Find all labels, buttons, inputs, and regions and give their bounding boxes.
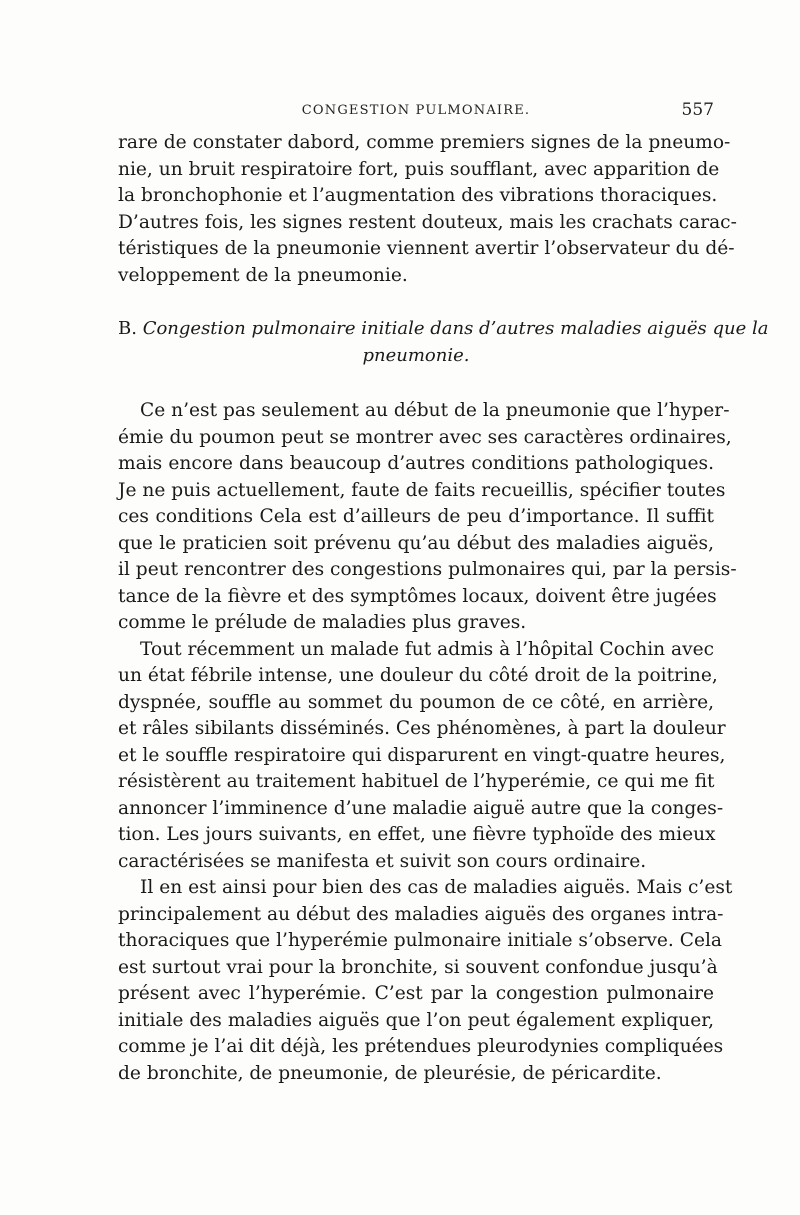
- text-line: dyspnée, souffle au sommet du poumon de ce côté, en arrière,: [118, 691, 714, 713]
- intro-paragraph: [118, 130, 737, 289]
- text-line: thoraciques que l’hyperémie pulmonaire initiale s’observe. Cela: [118, 930, 722, 951]
- text-line: résistèrent au traitement habituel de l’hyperémie, ce qui me fit: [118, 771, 715, 792]
- text-line: initiale des maladies aiguës que l’on peut également expliquer,: [118, 1009, 714, 1031]
- section-heading-line: [118, 315, 769, 342]
- text-line: veloppement de la pneumonie.: [118, 264, 408, 286]
- text-line: Je ne puis actuellement, faute de faits recueillis, spécifier toutes: [118, 479, 726, 501]
- running-head: [118, 100, 714, 124]
- running-title: CONGESTION PULMONAIRE.: [301, 103, 531, 118]
- text-line: Il en est ainsi pour bien des cas de maladies aiguës. Mais c’est: [140, 877, 733, 898]
- section-label: B.: [118, 318, 137, 339]
- text-line: comme le prélude de maladies plus graves.: [118, 612, 527, 633]
- section-heading: [118, 315, 769, 369]
- text-line: émie du poumon peut se montrer avec ses caractères ordinaires,: [118, 426, 732, 448]
- text-line: il peut rencontrer des congestions pulmonaires qui, par la persis-: [118, 559, 737, 580]
- text-line: comme je l’ai dit déjà, les prétendues pleurodynies compliquées: [118, 1036, 724, 1057]
- text-line: mais encore dans beaucoup d’autres conditions pathologiques.: [118, 453, 714, 474]
- text-line: rare de constater dabord, comme premiers signes de la pneumo-: [118, 132, 731, 153]
- text-line: nie, un bruit respiratoire fort, puis soufflant, avec apparition de: [118, 158, 720, 180]
- text-line: Tout récemment un malade fut admis à l’hôpital Cochin avec: [140, 638, 715, 660]
- text-line: et râles sibilants disséminés. Ces phénomènes, à part la douleur: [118, 718, 726, 739]
- main-text: [118, 398, 737, 1087]
- text-line: et le souffle respiratoire qui disparurent en vingt-quatre heures,: [118, 744, 726, 766]
- text-line: est surtout vrai pour la bronchite, si souvent confondue jusqu’à: [118, 956, 718, 978]
- paragraph-3: [118, 875, 733, 1087]
- text-line: la bronchophonie et l’augmentation des vibrations thoraciques.: [118, 185, 718, 206]
- text-line: téristiques de la pneumonie viennent avertir l’observateur du dé-: [118, 238, 735, 259]
- text-line: ces conditions Cela est d’ailleurs de peu d’importance. Il suffit: [118, 506, 714, 527]
- text-line: D’autres fois, les signes restent douteux, mais les crachats carac-: [118, 211, 737, 233]
- text-line: Ce n’est pas seulement au début de la pneumonie que l’hyper-: [140, 400, 730, 421]
- text-line: annoncer l’imminence d’une maladie aiguë autre que la conges-: [118, 797, 724, 819]
- text-line: tion. Les jours suivants, en effet, une fièvre typhoïde des mieux: [118, 824, 716, 845]
- page-number: 557: [681, 100, 714, 120]
- text-line: de bronchite, de pneumonie, de pleurésie, de péricardite.: [118, 1062, 662, 1084]
- paragraph-1: [118, 398, 737, 637]
- text-line: tance de la fièvre et des symptômes locaux, doivent être jugées: [118, 585, 717, 607]
- text-line: principalement au début des maladies aiguës des organes intra-: [118, 903, 724, 925]
- text-line: présent avec l’hyperémie. C’est par la congestion pulmonaire: [118, 983, 714, 1004]
- text-line: caractérisées se manifesta et suivit son cours ordinaire.: [118, 850, 647, 872]
- text-line: que le praticien soit prévenu qu’au début des maladies aiguës,: [118, 532, 714, 554]
- paragraph-2: [118, 637, 726, 876]
- section-title-line2: pneumonie.: [362, 345, 470, 366]
- text-line: un état fébrile intense, une douleur du côté droit de la poitrine,: [118, 665, 718, 686]
- section-title-line1: Congestion pulmonaire initiale dans d’autres maladies aiguës que la: [142, 318, 769, 339]
